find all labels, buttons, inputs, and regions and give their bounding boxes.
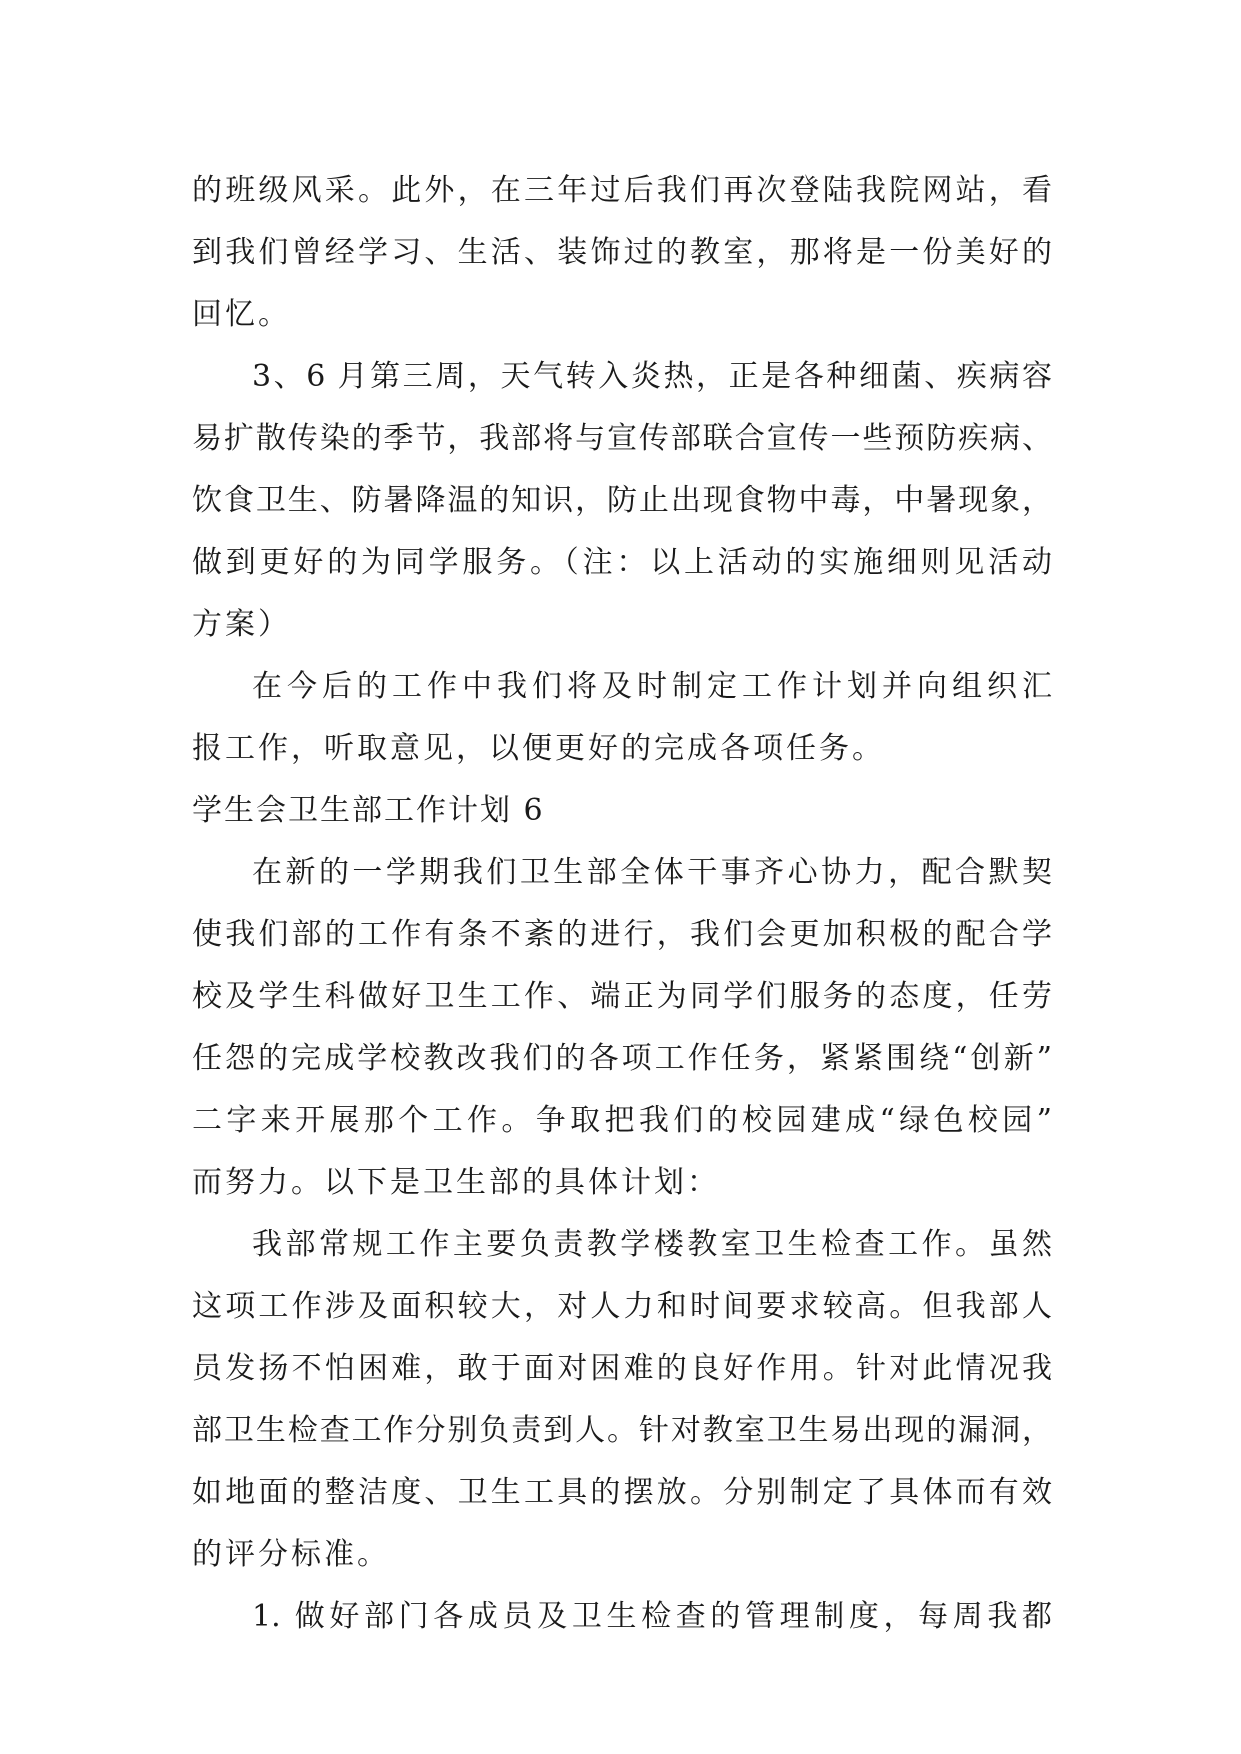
paragraph-line: 任怨的完成学校教改我们的各项工作任务，紧紧围绕“创新”: [192, 1041, 1052, 1076]
paragraph-line: 使我们部的工作有条不紊的进行，我们会更加积极的配合学: [192, 917, 1052, 952]
paragraph-line: 我部常规工作主要负责教学楼教室卫生检查工作。虽然: [252, 1227, 1052, 1262]
document-body: [192, 160, 1052, 1648]
list-item-line: 1. 做好部门各成员及卫生检查的管理制度，每周我都: [252, 1599, 1052, 1634]
paragraph-line: 的评分标准。: [192, 1537, 390, 1572]
paragraph-line: 饮食卫生、防暑降温的知识，防止出现食物中毒，中暑现象，: [192, 483, 1052, 518]
paragraph-line: 而努力。以下是卫生部的具体计划：: [192, 1165, 720, 1200]
paragraph-line: 做到更好的为同学服务。（注：以上活动的实施细则见活动: [192, 545, 1052, 580]
paragraph-line: 易扩散传染的季节，我部将与宣传部联合宣传一些预防疾病、: [192, 421, 1052, 456]
paragraph-line: 回忆。: [192, 297, 291, 332]
paragraph-line: 员发扬不怕困难，敢于面对困难的良好作用。针对此情况我: [192, 1351, 1052, 1386]
paragraph-line: 的班级风采。此外，在三年过后我们再次登陆我院网站，看: [192, 173, 1052, 208]
paragraph-line: 方案）: [192, 607, 291, 642]
paragraph-line: 校及学生科做好卫生工作、端正为同学们服务的态度，任劳: [192, 979, 1052, 1014]
paragraph-line: 报工作，听取意见，以便更好的完成各项任务。: [192, 731, 885, 766]
paragraph-line: 到我们曾经学习、生活、装饰过的教室，那将是一份美好的: [192, 235, 1052, 270]
section-heading: 学生会卫生部工作计划 6: [192, 793, 545, 828]
paragraph-line: 在今后的工作中我们将及时制定工作计划并向组织汇: [252, 669, 1052, 704]
paragraph-line: 3、6 月第三周，天气转入炎热，正是各种细菌、疾病容: [252, 359, 1052, 394]
paragraph-line: 部卫生检查工作分别负责到人。针对教室卫生易出现的漏洞，: [192, 1413, 1052, 1448]
paragraph-line: 二字来开展那个工作。争取把我们的校园建成“绿色校园”: [192, 1103, 1052, 1138]
paragraph-line: 这项工作涉及面积较大，对人力和时间要求较高。但我部人: [192, 1289, 1052, 1324]
paragraph-line: 在新的一学期我们卫生部全体干事齐心协力，配合默契: [252, 855, 1052, 890]
paragraph-line: 如地面的整洁度、卫生工具的摆放。分别制定了具体而有效: [192, 1475, 1052, 1510]
